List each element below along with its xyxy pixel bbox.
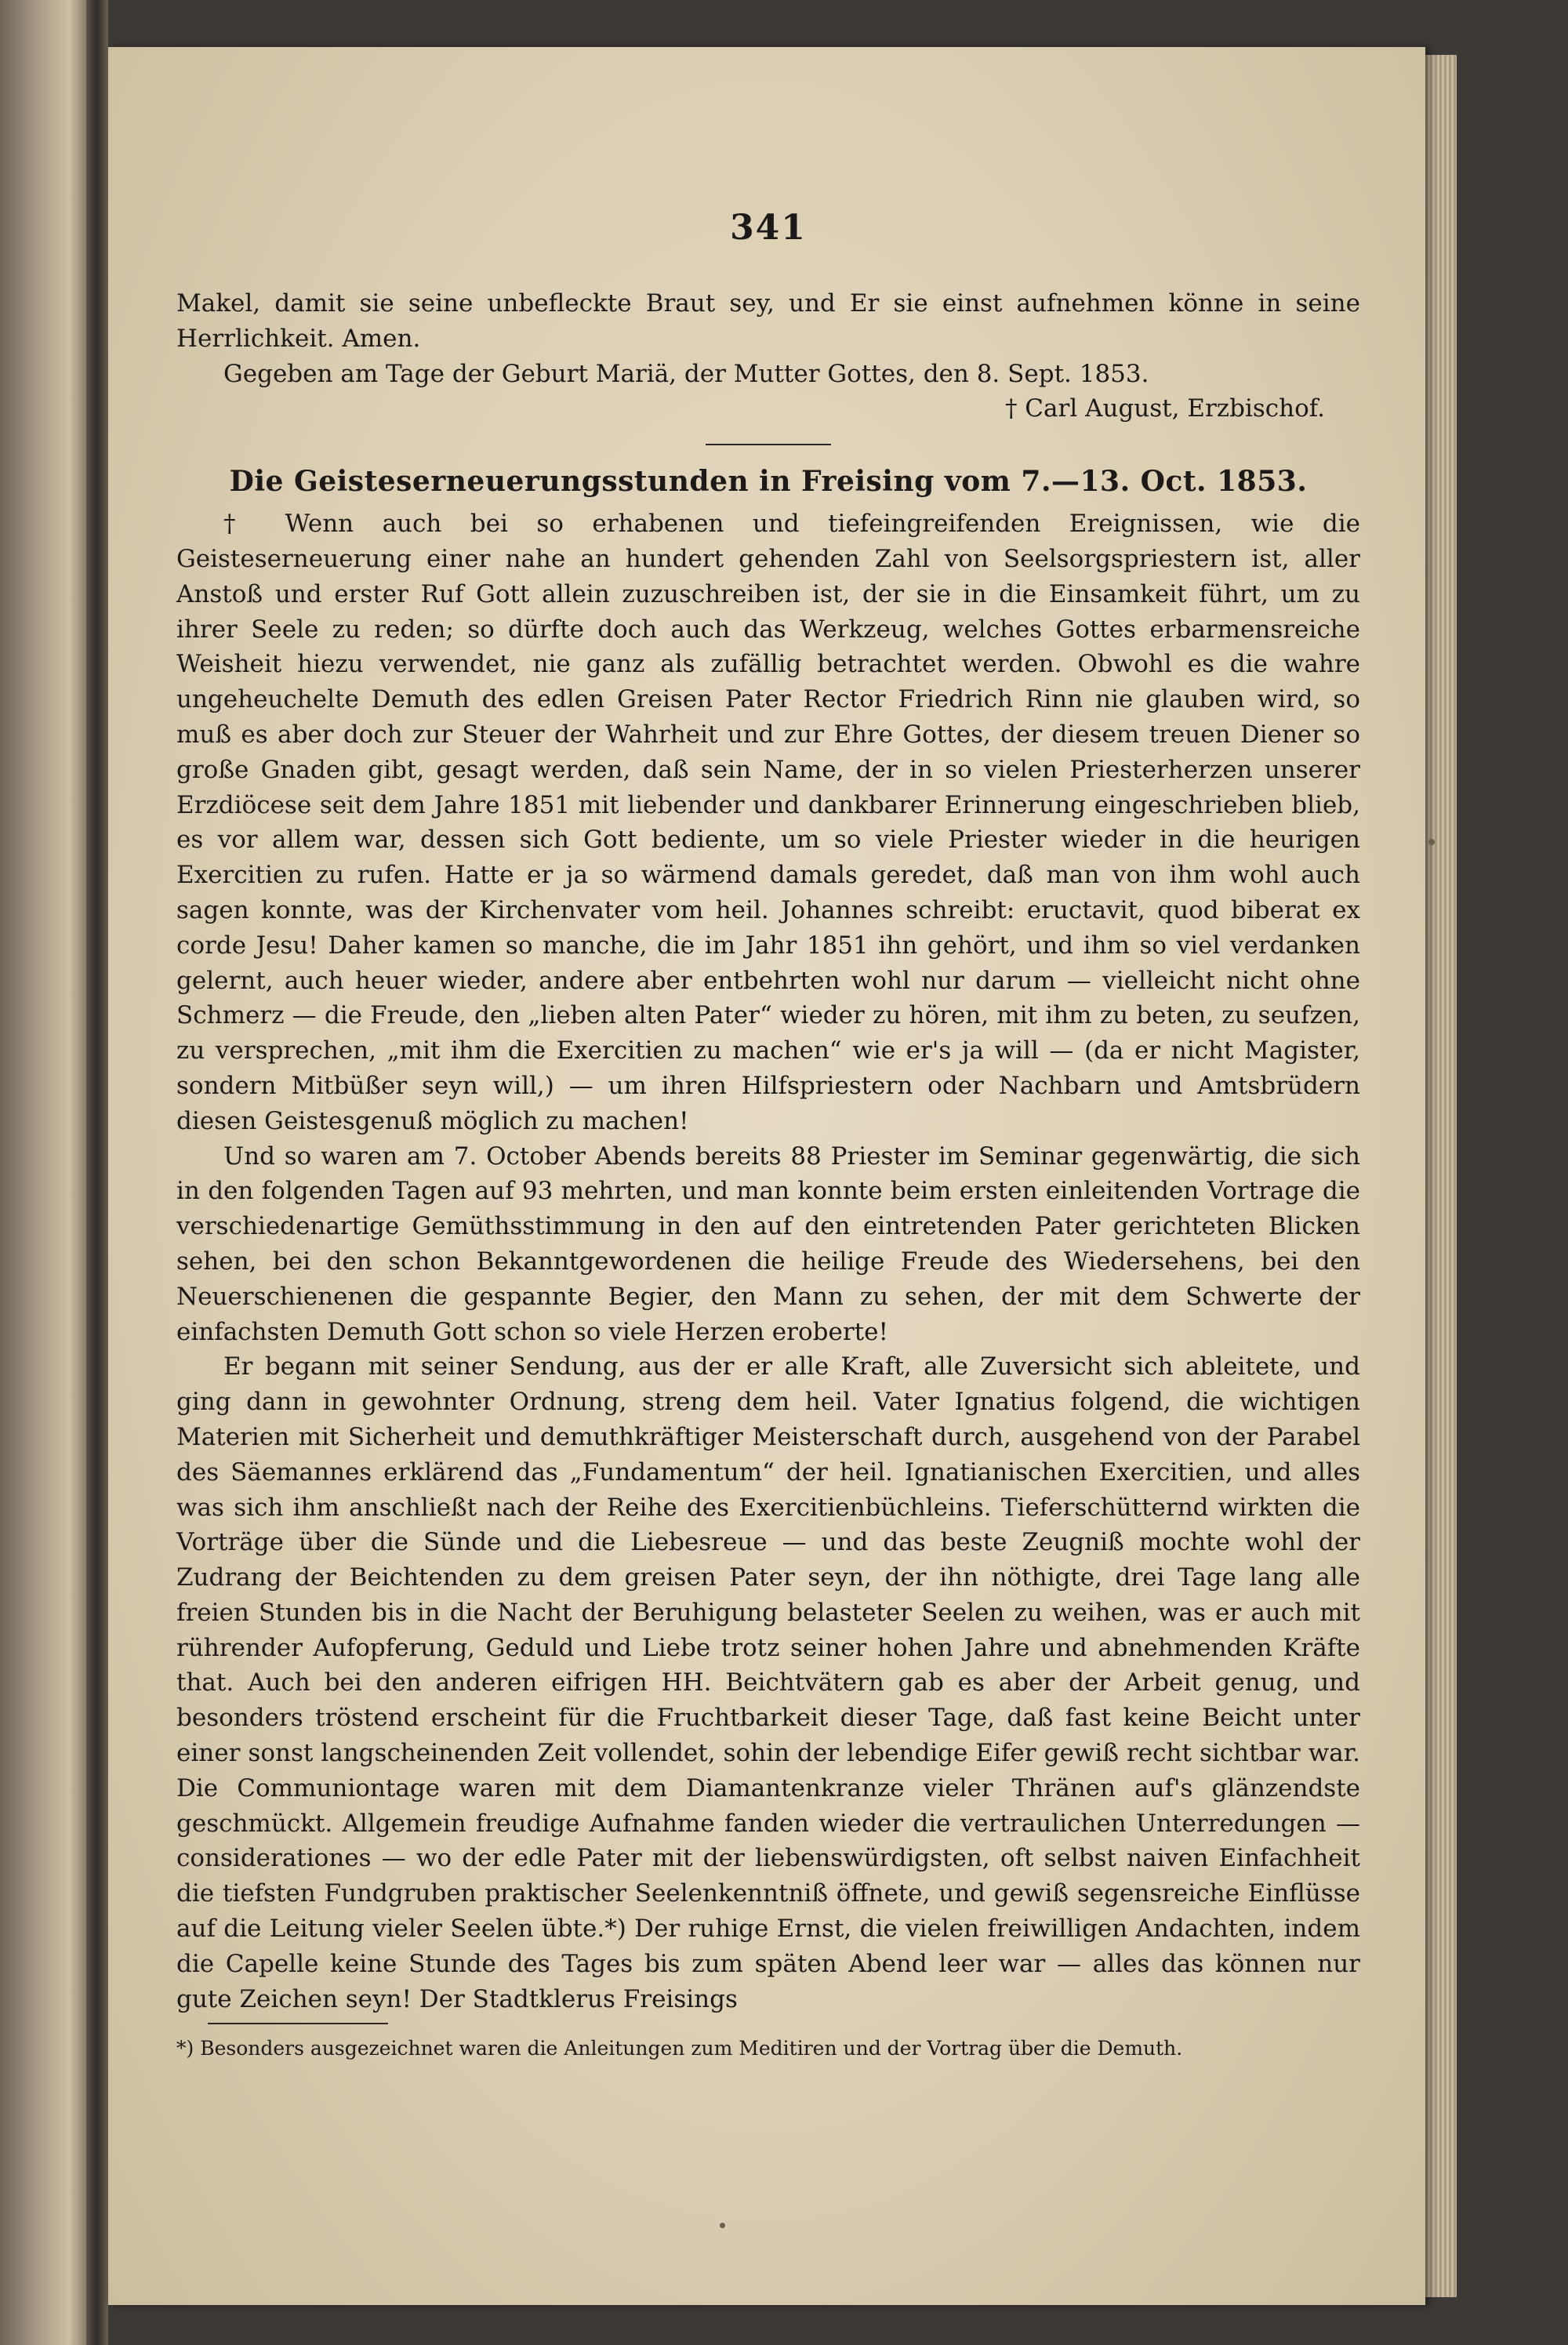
page-speck <box>720 2223 725 2228</box>
signature: † Carl August, Erzbischof. <box>1004 394 1325 423</box>
intro-text: Makel, damit sie seine unbefleckte Braut sey, und Er sie einst aufnehmen könne in seine Herrlichkeit. Amen. <box>176 289 1360 353</box>
section-heading: Die Geisteserneuerungsstunden in Freising vom 7.—13. Oct. 1853. <box>229 465 1308 499</box>
book-spine <box>86 0 108 2345</box>
paragraph-2: Und so waren am 7. October Abends bereits 88 Priester im Seminar gegenwärtig, die sich in den folgenden Tagen auf 93 mehrten, und man konnte beim ersten einleitenden Vortrage die verschiedenartige Gemüthsstimmung in den auf den eintretenden Pater gerichteten Blicken sehen, bei den schon Bekanntgewordenen die heilige Freude des Wiedersehens, bei den Neuerschienenen die gespannte Begier, den Mann zu sehen, der mit dem Schwerte der einfachsten Demuth Gott schon so viele Herzen eroberte! <box>176 1142 1360 1346</box>
paragraph-3: Er begann mit seiner Sendung, aus der er alle Kraft, alle Zuversicht sich ableitete, und ging dann in gewohnter Ordnung, streng dem heil. Vater Ignatius folgend, die wichtigen Materien mit Sicherheit und demuthkräftiger Meisterschaft durch, ausgehend von der Parabel des Säemannes erklärend das „Fundamentum“ der heil. Ignatianischen Exercitien, und alles was sich ihm anschließt nach der Reihe des Exercitienbüchleins. Tieferschütternd wirkten die Vorträge über die Sünde und die Liebesreue — und das beste Zeugniß mochte wohl der Zudrang der Beichtenden zu dem greisen Pater seyn, der ihn nöthigte, drei Tage lang alle freien Stunden bis in die Nacht der Beruhigung belasteter Seelen zu weihen, was er auch mit rührender Aufopferung, Geduld und Liebe trotz seiner hohen Jahre und abnehmenden Kräfte that. Auch bei den anderen eifrigen HH. Beichtvätern gab es aber der Arbeit genug, und besonders tröstend erscheint für die Fruchtbarkeit dieser Tage, daß fast keine Beicht unter einer sonst langscheinenden Zeit vollendet, sohin der lebendige Eifer gewiß recht sichtbar war. Die Communiontage waren mit dem Diamantenkranze vieler Thränen auf's glänzendste geschmückt. Allgemein freudige Aufnahme fanden wieder die vertraulichen Unterredungen — considerationes — wo der edle Pater mit der liebenswürdigsten, oft selbst naiven Einfachheit die tiefsten Fundgruben praktischer Seelenkenntniß öffnete, und gewiß segensreiche Einflüsse auf die Leitung vieler Seelen übte.*) Der ruhige Ernst, die vielen freiwilligen Andachten, indem die Capelle keine Stunde des Tages bis zum späten Abend leer war — alles das können nur gute Zeichen seyn! Der Stadtklerus Freisings <box>176 1352 1360 2013</box>
page-number: 341 <box>730 208 807 248</box>
page-stack-edge <box>1425 55 1457 2297</box>
paragraph-1: † Wenn auch bei so erhabenen und tiefeingreifenden Ereignissen, wie die Geisteserneuerung einer nahe an hundert gehenden Zahl von Seelsorgspriestern ist, aller Anstoß und erster Ruf Gott allein zuzuschreiben ist, der sie in die Einsamkeit führt, um zu ihrer Seele zu reden; so dürfte doch auch das Werkzeug, welches Gottes erbarmensreiche Weisheit hiezu verwendet, nie ganz als zufällig betrachtet werden. Obwohl es die wahre ungeheuchelte Demuth des edlen Greisen Pater Rector Friedrich Rinn nie glauben wird, so muß es aber doch zur Steuer der Wahrheit und zur Ehre Gottes, der diesem treuen Diener so große Gnaden gibt, gesagt werden, daß sein Name, der in so vielen Priesterherzen unserer Erzdiöcese seit dem Jahre 1851 mit liebender und dankbarer Erinnerung eingeschrieben blieb, es vor allem war, dessen sich Gott bediente, um so viele Priester wieder in die heurigen Exercitien zu rufen. Hatte er ja so wärmend damals geredet, daß man von ihm wohl auch sagen konnte, was der Kirchenvater vom heil. Johannes schreibt: eructavit, quod biberat ex corde Jesu! Daher kamen so manche, die im Jahr 1851 ihn gehört, und ihm so viel verdanken gelernt, auch heuer wieder, andere aber entbehrten wohl nur darum — vielleicht nicht ohne Schmerz — die Freude, den „lieben alten Pater“ wieder zu hören, mit ihm zu beten, zu seufzen, zu versprechen, „mit ihm die Exercitien zu machen“ wie er's ja will — (da er nicht Magister, sondern Mitbüßer seyn will,) — um ihren Hilfspriestern oder Nachbarn und Amtsbrüdern diesen Geistesgenuß möglich zu machen! <box>176 510 1360 1135</box>
previous-page-edge <box>0 0 86 2345</box>
footnote: *) Besonders ausgezeichnet waren die Anleitungen zum Meditiren und der Vortrag über die Demuth. <box>176 2037 1183 2060</box>
dated-line: Gegeben am Tage der Geburt Mariä, der Mutter Gottes, den 8. Sept. 1853. <box>223 359 1149 388</box>
page-text <box>176 208 1360 2062</box>
footnote-rule <box>208 2023 388 2024</box>
page-speck <box>1428 839 1435 845</box>
section-divider <box>706 444 831 445</box>
